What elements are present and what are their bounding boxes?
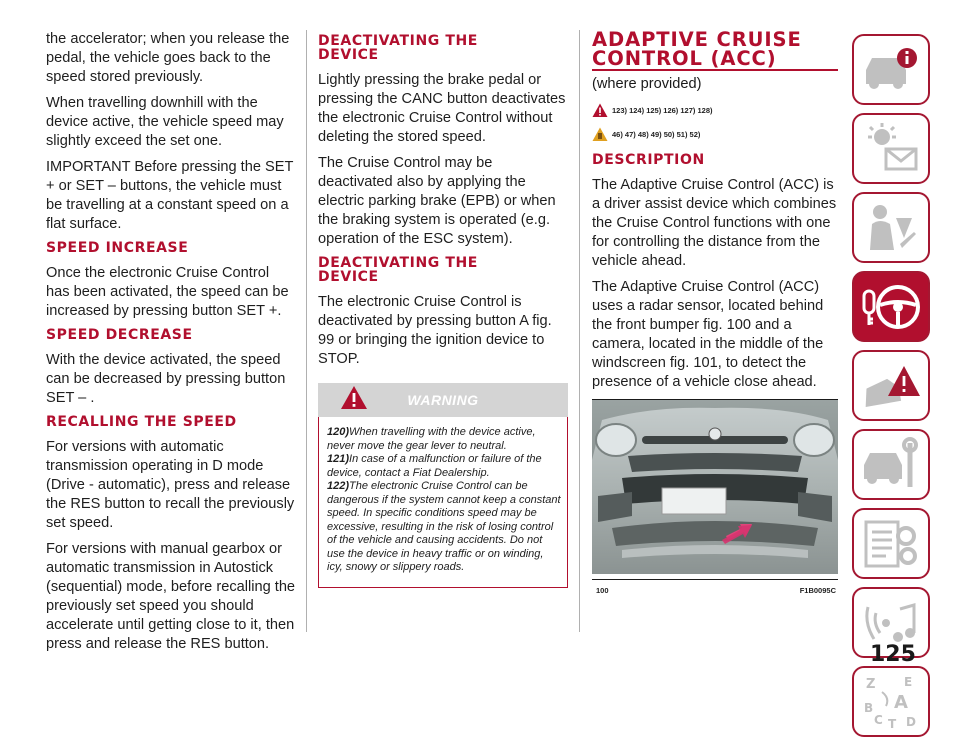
index-letter: A	[894, 692, 908, 713]
paragraph: IMPORTANT Before pressing the SET + or SET – buttons, the vehicle must be travelling at a constant speed on a flat surface.	[46, 159, 294, 232]
figure-number: 100	[596, 586, 609, 595]
warning-item	[327, 480, 562, 575]
paragraph: The electronic Cruise Control is deactivated by pressing button A fig. 99 or bringing the ignition device to STOP.	[318, 294, 552, 367]
index-icon	[860, 672, 922, 732]
car-info-icon	[860, 40, 922, 100]
column-2	[318, 30, 568, 588]
warning-refs-text: 123) 124) 125) 126) 127) 128)	[612, 105, 713, 115]
column-1	[46, 30, 296, 661]
chapter-sidebar	[852, 34, 932, 745]
warning-lights-icon	[860, 119, 922, 179]
index-letter: C	[874, 713, 883, 727]
warning-text: In case of a malfunction or failure of the device, contact a Fiat Dealership.	[327, 453, 542, 479]
heading-line: DEACTIVATING THE	[318, 33, 478, 49]
warning-box	[318, 417, 568, 588]
title-line: ADAPTIVE CRUISE	[592, 28, 802, 51]
paragraph: the accelerator; when you release the pedal, the vehicle goes back to the speed stored previously.	[46, 31, 290, 85]
warning-triangle-icon	[592, 103, 608, 118]
index-letter: E	[904, 675, 913, 689]
chapter-tab-maintenance[interactable]	[852, 429, 930, 500]
warning-item	[327, 426, 562, 453]
heading-description: DESCRIPTION	[592, 152, 705, 168]
maintenance-icon	[860, 435, 922, 495]
warning-item	[327, 453, 562, 480]
figure-100	[592, 399, 838, 598]
warning-title: WARNING	[407, 392, 479, 408]
page-number: 125	[870, 642, 916, 667]
warning-header	[318, 383, 568, 417]
chapter-tab-emergency[interactable]	[852, 350, 930, 421]
technical-data-icon	[860, 514, 922, 574]
index-letter: D	[906, 715, 916, 729]
heading-speed-decrease: SPEED DECREASE	[46, 327, 193, 343]
paragraph: For versions with manual gearbox or automatic transmission in Autostick (sequential) mode, before recalling the previously set speed you should accelerate until getting close to it, then press and release the RES button.	[46, 541, 296, 652]
where-provided: (where provided)	[592, 76, 702, 92]
warning-number: 120)	[327, 426, 350, 438]
paragraph: The Cruise Control may be deactivated also by applying the electric parking brake (EPB) or when the braking system is operated (e.g. operation of the ESC system).	[318, 155, 556, 247]
car-front-bumper-photo	[592, 400, 838, 574]
paragraph: With the device activated, the speed can be decreased by pressing button SET – .	[46, 352, 286, 406]
caution-refs-text: 46) 47) 48) 49) 50) 51) 52)	[612, 129, 701, 139]
paragraph: Once the electronic Cruise Control has been activated, the speed can be increased by pressing button SET +.	[46, 265, 289, 319]
warning-number: 121)	[327, 453, 350, 465]
caution-refs	[592, 123, 838, 145]
chapter-tab-safety[interactable]	[852, 192, 930, 263]
figure-caption	[592, 580, 838, 598]
paragraph: The Adaptive Cruise Control (ACC) uses a radar sensor, located behind the front bumper fig. 100 and a camera, located in the middle of the windscreen fig. 101, to detect the presence of a vehicle close ahead.	[592, 279, 824, 390]
index-letter: Z	[866, 677, 876, 692]
chapter-tab-technical-data[interactable]	[852, 508, 930, 579]
heading-deactivating-2	[318, 256, 568, 284]
title-line: CONTROL (ACC)	[592, 47, 777, 70]
emergency-icon	[860, 356, 922, 416]
heading-deactivating-1	[318, 34, 568, 62]
column-divider-2	[579, 30, 580, 632]
paragraph: For versions with automatic transmission operating in D mode (Drive - automatic), press and release the RES button to recall the previously set speed.	[46, 439, 295, 531]
paragraph: The Adaptive Cruise Control (ACC) is a driver assist device which combines the Cruise Control functions with one for controlling the distance from the vehicle ahead.	[592, 177, 837, 269]
warning-text: When travelling with the device active, never move the gear lever to neutral.	[327, 426, 536, 452]
chapter-tab-starting-driving[interactable]	[852, 271, 930, 342]
safety-icon	[860, 198, 922, 258]
warning-text: The electronic Cruise Control can be dangerous if the system cannot keep a constant speed. In specific conditions speed may be excessive, resulting in the risk of losing control of the vehicle and causing accidents. Do not use the device in heavy traffic or on winding, icy, snowy or slippery roads.	[327, 480, 561, 573]
chapter-tab-index[interactable]	[852, 666, 930, 737]
chapter-tab-warning-lights[interactable]	[852, 113, 930, 184]
heading-line: DEVICE	[318, 47, 379, 63]
caution-hand-icon	[592, 127, 608, 142]
heading-recalling-speed: RECALLING THE SPEED	[46, 414, 237, 430]
warning-refs	[592, 99, 838, 121]
section-title	[592, 30, 838, 68]
index-letter: B	[864, 701, 874, 715]
heading-speed-increase: SPEED INCREASE	[46, 240, 189, 256]
warning-number: 122)	[327, 480, 350, 492]
paragraph: When travelling downhill with the device active, the vehicle speed may slightly exceed the set one.	[46, 95, 284, 149]
column-divider-1	[306, 30, 307, 632]
chapter-tab-car-info[interactable]	[852, 34, 930, 105]
steering-wheel-icon	[860, 277, 922, 337]
column-3	[592, 30, 838, 598]
paragraph: Lightly pressing the brake pedal or pressing the CANC button deactivates the electronic Cruise Control without deleting the stored speed.	[318, 72, 566, 145]
figure-code: F1B0095C	[799, 586, 836, 595]
index-letter: T	[888, 717, 897, 731]
heading-line: DEACTIVATING THE	[318, 255, 478, 271]
heading-line: DEVICE	[318, 269, 379, 285]
